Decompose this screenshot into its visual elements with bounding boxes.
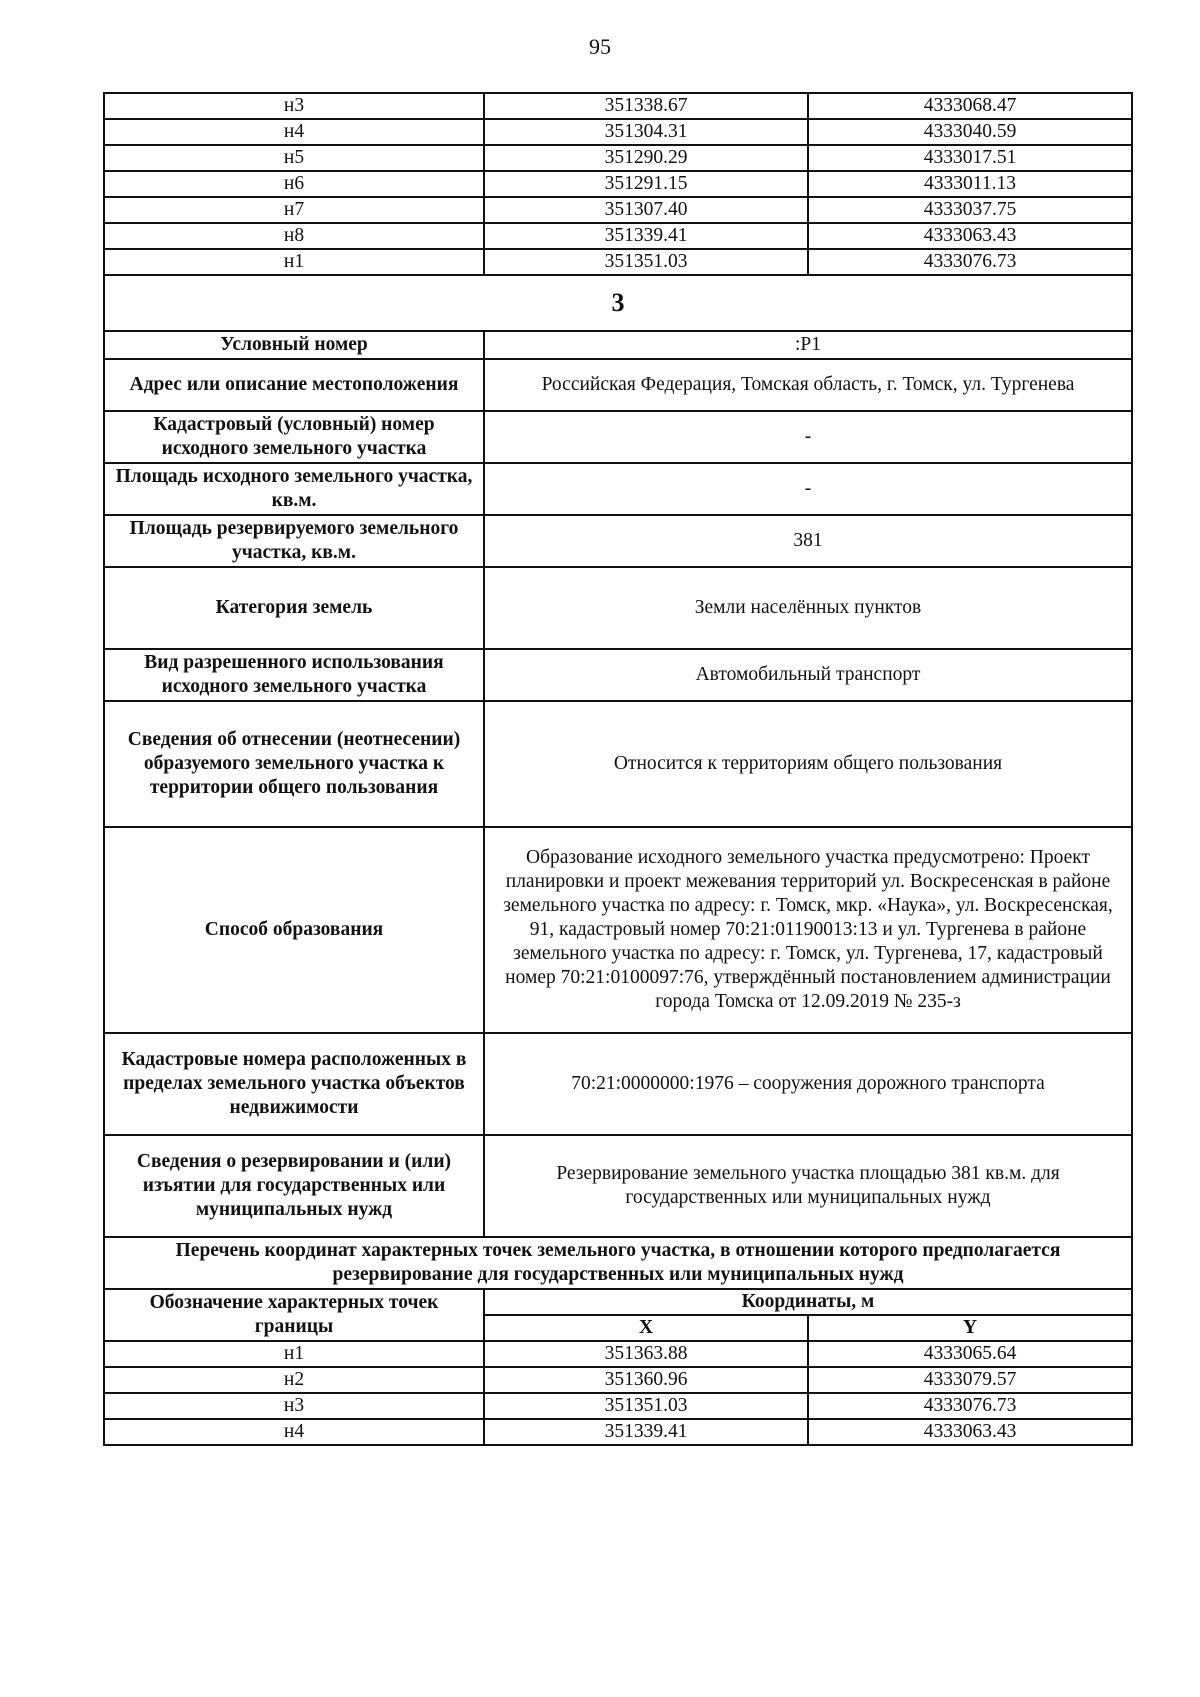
point-x: 351360.96 — [484, 1367, 808, 1393]
point-name: н3 — [104, 1393, 484, 1419]
table-row — [104, 249, 1132, 275]
col-coords-header: Координаты, м — [484, 1289, 1132, 1315]
table-row — [104, 119, 1132, 145]
row-value: Образование исходного земельного участка предусмотрено: Проект планировки и проект межевания территорий ул. Воскресенская в районе земельного участка по адресу: г. Томск, мкр. «Наука», ул. Воскресенская, 91, кадастровый номер 70:21:01190013:13 и ул. Тургенева в районе земельного участка по адресу: г. Томск, ул. Тургенева, 17, кадастровый номер 70:21:0100097:76, утверждённый постановлением администрации города Томска от 12.09.2019 № 235-з — [484, 827, 1132, 1033]
table-row — [104, 1135, 1132, 1237]
point-x: 351339.41 — [484, 1419, 808, 1445]
point-y: 4333076.73 — [808, 249, 1132, 275]
page-number: 95 — [589, 34, 611, 59]
point-name: н1 — [104, 249, 484, 275]
row-label: Сведения о резервировании и (или) изъятии для государственных или муниципальных нужд — [104, 1135, 484, 1237]
land-plot-table — [103, 92, 1133, 1446]
row-label: Кадастровый (условный) номер исходного земельного участка — [104, 411, 484, 463]
table-row — [104, 197, 1132, 223]
point-y: 4333076.73 — [808, 1393, 1132, 1419]
row-value: :Р1 — [484, 331, 1132, 359]
col-points-header: Обозначение характерных точек границы — [104, 1289, 484, 1341]
table-row — [104, 1033, 1132, 1135]
row-value: Относится к территориям общего пользования — [484, 701, 1132, 827]
point-name: н2 — [104, 1367, 484, 1393]
point-y: 4333011.13 — [808, 171, 1132, 197]
col-x-header: X — [484, 1315, 808, 1341]
point-name: н4 — [104, 119, 484, 145]
table-row — [104, 463, 1132, 515]
point-y: 4333040.59 — [808, 119, 1132, 145]
table-row — [104, 171, 1132, 197]
row-value: Российская Федерация, Томская область, г. Томск, ул. Тургенева — [484, 359, 1132, 411]
row-value: - — [484, 411, 1132, 463]
point-x: 351339.41 — [484, 223, 808, 249]
point-y: 4333037.75 — [808, 197, 1132, 223]
coord-list-title: Перечень координат характерных точек земельного участка, в отношении которого предполагается резервирование для государственных или муниципальных нужд — [104, 1237, 1132, 1289]
point-name: н7 — [104, 197, 484, 223]
point-x: 351307.40 — [484, 197, 808, 223]
point-x: 351351.03 — [484, 249, 808, 275]
table-row — [104, 649, 1132, 701]
table-row — [104, 1393, 1132, 1419]
point-x: 351338.67 — [484, 93, 808, 119]
row-value: Резервирование земельного участка площадью 381 кв.м. для государственных или муниципальных нужд — [484, 1135, 1132, 1237]
row-label: Площадь резервируемого земельного участка, кв.м. — [104, 515, 484, 567]
table-row — [104, 145, 1132, 171]
point-x: 351363.88 — [484, 1341, 808, 1367]
row-label: Сведения об отнесении (неотнесении) образуемого земельного участка к территории общего пользования — [104, 701, 484, 827]
point-y: 4333065.64 — [808, 1341, 1132, 1367]
point-x: 351290.29 — [484, 145, 808, 171]
row-label: Площадь исходного земельного участка, кв.м. — [104, 463, 484, 515]
row-label: Вид разрешенного использования исходного земельного участка — [104, 649, 484, 701]
table-row — [104, 515, 1132, 567]
row-value: - — [484, 463, 1132, 515]
table-row — [104, 359, 1132, 411]
table-row — [104, 1419, 1132, 1445]
table-row — [104, 93, 1132, 119]
table-row — [104, 827, 1132, 1033]
row-label: Адрес или описание местоположения — [104, 359, 484, 411]
table-row — [104, 411, 1132, 463]
table-row — [104, 567, 1132, 649]
point-y: 4333068.47 — [808, 93, 1132, 119]
point-y: 4333063.43 — [808, 1419, 1132, 1445]
row-label: Категория земель — [104, 567, 484, 649]
table-row — [104, 1367, 1132, 1393]
point-name: н1 — [104, 1341, 484, 1367]
point-x: 351291.15 — [484, 171, 808, 197]
row-value: 381 — [484, 515, 1132, 567]
col-y-header: Y — [808, 1315, 1132, 1341]
table-row — [104, 1341, 1132, 1367]
point-y: 4333017.51 — [808, 145, 1132, 171]
point-name: н8 — [104, 223, 484, 249]
point-name: н5 — [104, 145, 484, 171]
row-label: Кадастровые номера расположенных в пределах земельного участка объектов недвижимости — [104, 1033, 484, 1135]
row-value: Земли населённых пунктов — [484, 567, 1132, 649]
row-label: Способ образования — [104, 827, 484, 1033]
point-name: н3 — [104, 93, 484, 119]
row-label: Условный номер — [104, 331, 484, 359]
point-name: н6 — [104, 171, 484, 197]
row-value: Автомобильный транспорт — [484, 649, 1132, 701]
point-x: 351351.03 — [484, 1393, 808, 1419]
point-y: 4333079.57 — [808, 1367, 1132, 1393]
table-row — [104, 701, 1132, 827]
table-row — [104, 331, 1132, 359]
point-y: 4333063.43 — [808, 223, 1132, 249]
row-value: 70:21:0000000:1976 – сооружения дорожного транспорта — [484, 1033, 1132, 1135]
point-name: н4 — [104, 1419, 484, 1445]
table-row — [104, 223, 1132, 249]
point-x: 351304.31 — [484, 119, 808, 145]
section-number: 3 — [104, 275, 1132, 331]
